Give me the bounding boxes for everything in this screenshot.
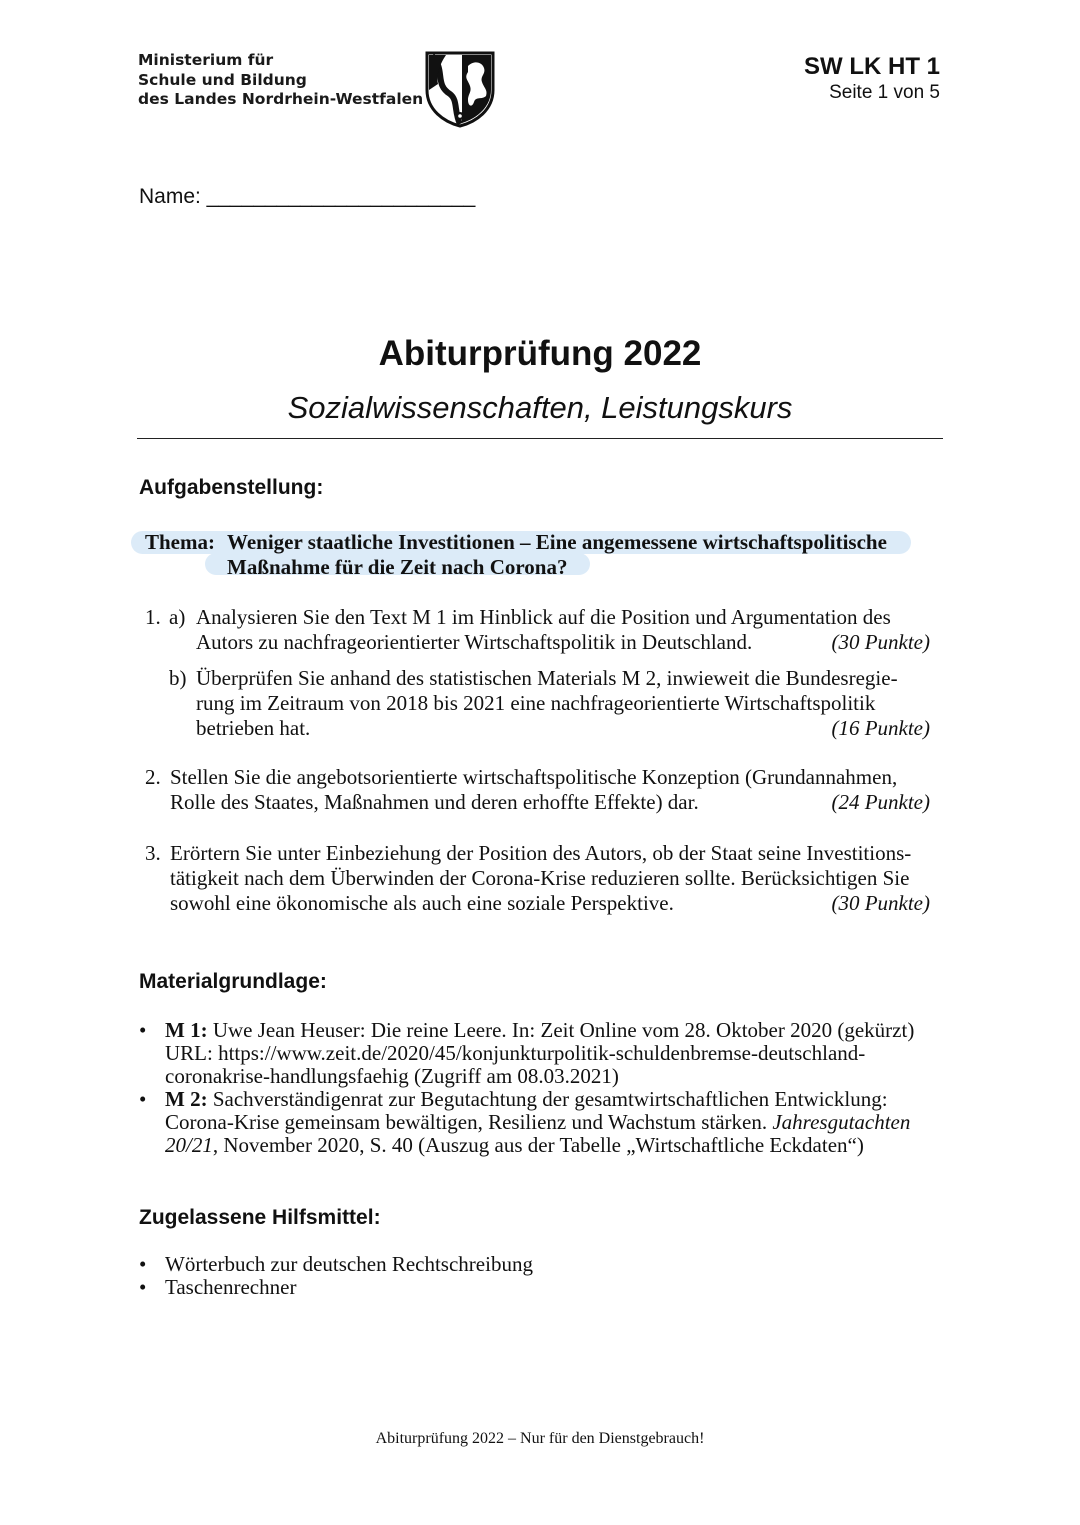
theme-label: Thema: [145, 530, 215, 554]
material-text: Corona-Krise gemeinsam bewältigen, Resilienz und Wachstum stärken. [165, 1110, 768, 1134]
list-item: • Wörterbuch zur deutschen Rechtschreibung [139, 1253, 939, 1276]
theme-text-line: Maßnahme für die Zeit nach Corona? [227, 555, 568, 579]
task-1a [196, 605, 930, 655]
ministry-line: Schule und Bildung [138, 70, 307, 89]
aids-heading: Zugelassene Hilfsmittel: [139, 1206, 381, 1229]
material-label: M 1: [165, 1018, 208, 1042]
ministry-name [138, 51, 423, 110]
course-code-block [804, 53, 940, 105]
theme-text-line: Weniger staatliche Investitionen – Eine angemessene wirtschaftspolitische [227, 530, 887, 554]
material-source-title: 20/21 [165, 1133, 213, 1157]
task-points: (30 Punkte) [831, 630, 930, 654]
task-2-text [170, 765, 930, 815]
page-title: Abiturprüfung 2022 [378, 334, 702, 373]
title-divider [137, 438, 943, 439]
task-text-line: Erörtern Sie unter Einbeziehung der Position des Autors, ob der Staat seine Investitions- [170, 841, 912, 865]
page-subtitle: Sozialwissenschaften, Leistungskurs [287, 390, 793, 425]
materials-list [139, 1019, 939, 1157]
task-text-line: Analysieren Sie den Text M 1 im Hinblick auf die Position und Argumentation des [196, 605, 891, 629]
ministry-line: Ministerium für [138, 51, 274, 69]
task-text-line: rung im Zeitraum von 2018 bis 2021 eine nachfrageorientierte Wirtschaftspolitik [196, 691, 876, 715]
list-item [139, 1088, 939, 1157]
page-info: Seite 1 von 5 [829, 82, 940, 103]
task-number: 1. [145, 605, 161, 629]
material-source-title: Jahresgutachten [772, 1110, 911, 1134]
material-text: coronakrise-handlungsfaehig (Zugriff am 08.03.2021) [165, 1064, 619, 1088]
task-text-line: Rolle des Staates, Maßnahmen und deren erhoffte Effekte) dar. [170, 790, 699, 814]
task-text-line: betrieben hat. [196, 716, 311, 740]
task-2 [145, 765, 930, 817]
task-1 [145, 605, 930, 745]
task-text-line: Autors zu nachfrageorientierter Wirtschaftspolitik in Deutschland. [196, 630, 753, 654]
material-url: URL: https://www.zeit.de/2020/45/konjunkturpolitik-schuldenbremse-deutschland- [165, 1041, 866, 1065]
task-points: (16 Punkte) [831, 716, 930, 740]
list-item: • Taschenrechner [139, 1276, 939, 1299]
material-label: M 2: [165, 1087, 208, 1111]
task-1b [196, 666, 930, 741]
task-points: (24 Punkte) [831, 790, 930, 814]
task-text-line: sowohl eine ökonomische als auch eine soziale Perspektive. [170, 891, 674, 915]
list-item [139, 1019, 939, 1088]
ministry-line: des Landes Nordrhein-Westfalen [138, 90, 424, 108]
task-number: 3. [145, 841, 161, 865]
aids-list [139, 1253, 939, 1299]
material-text: Uwe Jean Heuser: Die reine Leere. In: Zeit Online vom 28. Oktober 2020 (gekürzt) [212, 1018, 915, 1042]
task-part-label: b) [169, 666, 187, 690]
assignment-heading: Aufgabenstellung: [139, 476, 324, 499]
material-text: Sachverständigenrat zur Begutachtung der gesamtwirtschaftlichen Entwicklung: [212, 1087, 888, 1111]
material-text: , November 2020, S. 40 (Auszug aus der Tabelle „Wirtschaftliche Eckdaten“) [212, 1133, 864, 1157]
task-part-label: a) [169, 605, 186, 629]
page-footer: Abiturprüfung 2022 – Nur für den Dienstgebrauch! [375, 1430, 705, 1447]
course-code: SW LK HT 1 [804, 53, 940, 80]
task-text-line: tätigkeit nach dem Überwinden der Corona-Krise reduzieren sollte. Berücksichtigen Sie [170, 866, 910, 890]
nrw-coat-of-arms-icon [424, 50, 496, 128]
task-3 [145, 841, 930, 919]
materials-heading: Materialgrundlage: [139, 970, 327, 993]
task-text-line: Überprüfen Sie anhand des statistischen Materials M 2, inwieweit die Bundesregie- [196, 666, 898, 690]
task-number: 2. [145, 765, 161, 789]
name-field: Name: _______________________ [139, 185, 476, 208]
task-text-line: Stellen Sie die angebotsorientierte wirtschaftspolitische Konzeption (Grundannahmen, [170, 765, 898, 789]
task-points: (30 Punkte) [831, 891, 930, 915]
task-3-text [170, 841, 930, 916]
